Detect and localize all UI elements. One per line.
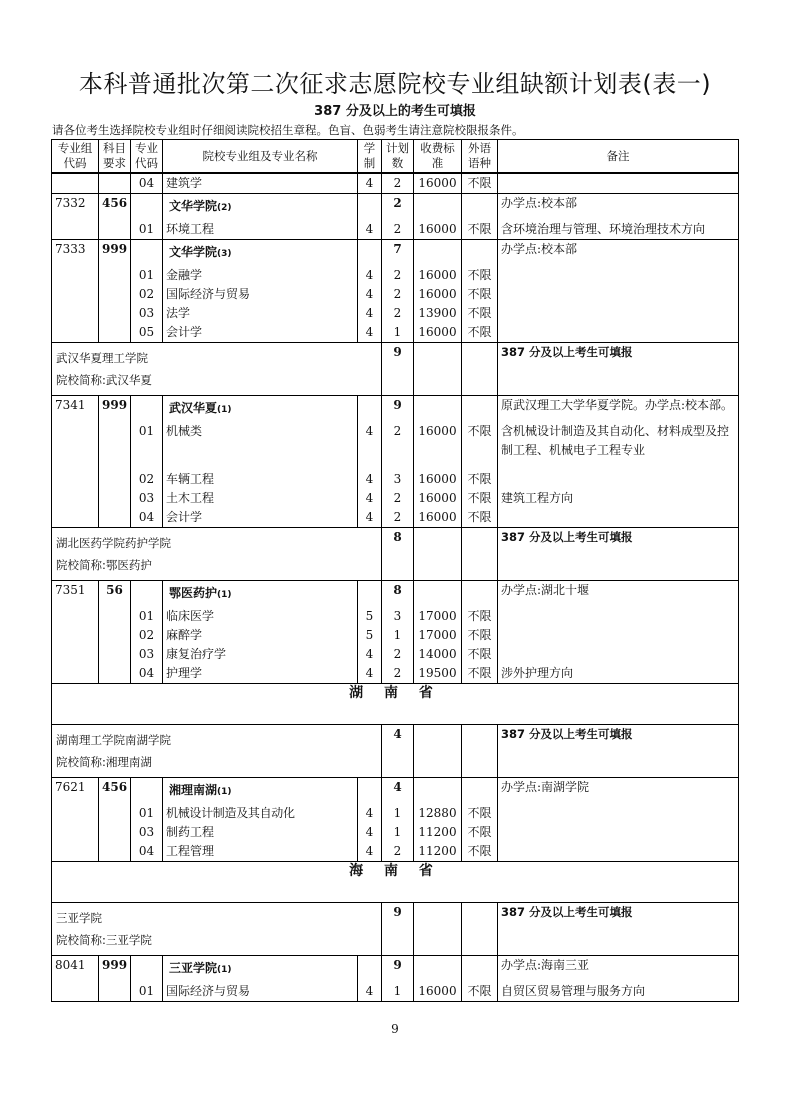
major-name: 法学 — [163, 304, 358, 323]
province-row — [52, 684, 739, 725]
plan: 9 — [382, 903, 414, 956]
header-group-code: 专业组代码 — [52, 140, 99, 174]
lang: 不限 — [462, 664, 498, 684]
note: 含环境治理与管理、环境治理技术方向 — [498, 220, 739, 240]
major-code: 04 — [131, 842, 163, 862]
note: 涉外护理方向 — [498, 664, 739, 684]
years: 4 — [358, 823, 382, 842]
years: 4 — [358, 489, 382, 508]
note: 办学点:校本部 — [498, 240, 739, 267]
lang: 不限 — [462, 266, 498, 285]
header-fee: 收费标准 — [414, 140, 462, 174]
subject-req: 999 — [99, 396, 131, 423]
table-row — [52, 323, 739, 343]
years: 4 — [358, 470, 382, 489]
fee: 16000 — [414, 323, 462, 343]
lang: 不限 — [462, 489, 498, 508]
plan: 2 — [382, 508, 414, 528]
fee: 16000 — [414, 220, 462, 240]
fee: 11200 — [414, 842, 462, 862]
plan-table — [51, 139, 739, 1002]
table-row — [52, 823, 739, 842]
lang: 不限 — [462, 470, 498, 489]
fee: 17000 — [414, 607, 462, 626]
major-name: 建筑学 — [163, 173, 358, 194]
lang: 不限 — [462, 626, 498, 645]
years: 4 — [358, 422, 382, 470]
major-name: 环境工程 — [163, 220, 358, 240]
group-index: (1) — [217, 405, 232, 415]
lang: 不限 — [462, 645, 498, 664]
plan: 2 — [382, 489, 414, 508]
major-name: 工程管理 — [163, 842, 358, 862]
group-index: (2) — [217, 203, 232, 213]
plan: 2 — [382, 422, 414, 470]
major-code: 05 — [131, 323, 163, 343]
plan: 1 — [382, 823, 414, 842]
group-name: 文华学院 — [169, 199, 218, 213]
fee: 16000 — [414, 508, 462, 528]
plan: 3 — [382, 470, 414, 489]
group-row — [52, 194, 739, 221]
years: 4 — [358, 664, 382, 684]
note: 办学点:南湖学院 — [498, 778, 739, 805]
group-code: 7333 — [52, 240, 99, 267]
major-code: 02 — [131, 470, 163, 489]
plan: 2 — [382, 285, 414, 304]
fee: 16000 — [414, 982, 462, 1002]
group-code: 7332 — [52, 194, 99, 221]
years: 4 — [358, 645, 382, 664]
table-row — [52, 607, 739, 626]
note: 含机械设计制造及其自动化、材料成型及控制工程、机械电子工程专业 — [498, 422, 739, 470]
fee: 12880 — [414, 804, 462, 823]
group-code: 8041 — [52, 956, 99, 983]
school-short-name: 院校简称:湘理南湖 — [56, 755, 152, 769]
lang: 不限 — [462, 285, 498, 304]
major-name: 车辆工程 — [163, 470, 358, 489]
subject-req: 999 — [99, 240, 131, 267]
header-plan: 计划数 — [382, 140, 414, 174]
group-row — [52, 778, 739, 805]
group-row — [52, 581, 739, 608]
group-code: 7621 — [52, 778, 99, 805]
years: 4 — [358, 804, 382, 823]
notice-text: 请各位考生选择院校专业组时仔细阅读院校招生章程。色盲、色弱考生请注意院校限报条件。 — [52, 123, 524, 137]
major-name: 制药工程 — [163, 823, 358, 842]
page-title: 本科普通批次第二次征求志愿院校专业组缺额计划表(表一) — [78, 70, 712, 98]
school-short-name: 院校简称:三亚学院 — [56, 933, 152, 947]
note: 办学点:湖北十堰 — [498, 581, 739, 608]
lang: 不限 — [462, 823, 498, 842]
plan: 7 — [382, 240, 414, 267]
group-index: (3) — [217, 249, 232, 259]
major-name: 土木工程 — [163, 489, 358, 508]
table-row — [52, 804, 739, 823]
fee: 16000 — [414, 285, 462, 304]
plan: 8 — [382, 528, 414, 581]
table-row — [52, 220, 739, 240]
subject-req: 999 — [99, 956, 131, 983]
fee: 19500 — [414, 664, 462, 684]
years: 5 — [358, 626, 382, 645]
plan: 2 — [382, 220, 414, 240]
subject-req: 56 — [99, 581, 131, 608]
header-lang: 外语语种 — [462, 140, 498, 174]
plan: 2 — [382, 266, 414, 285]
years: 4 — [358, 982, 382, 1002]
province-row — [52, 862, 739, 903]
years: 5 — [358, 607, 382, 626]
header-name: 院校专业组及专业名称 — [163, 140, 358, 174]
plan: 2 — [382, 304, 414, 323]
table-row — [52, 982, 739, 1002]
plan: 1 — [382, 982, 414, 1002]
major-code: 03 — [131, 489, 163, 508]
plan: 9 — [382, 343, 414, 396]
table-row — [52, 266, 739, 285]
group-row — [52, 956, 739, 983]
fee: 13900 — [414, 304, 462, 323]
years: 4 — [358, 323, 382, 343]
table-row — [52, 304, 739, 323]
page-number: 9 — [391, 1022, 399, 1036]
major-name: 康复治疗学 — [163, 645, 358, 664]
province-name: 海 南 省 — [52, 862, 739, 903]
fee: 16000 — [414, 470, 462, 489]
plan: 1 — [382, 626, 414, 645]
table-row — [52, 489, 739, 508]
note: 自贸区贸易管理与服务方向 — [498, 982, 739, 1002]
note: 办学点:海南三亚 — [498, 956, 739, 983]
plan: 2 — [382, 194, 414, 221]
subject-req: 456 — [99, 194, 131, 221]
plan: 4 — [382, 778, 414, 805]
lang: 不限 — [462, 173, 498, 194]
major-code: 04 — [131, 664, 163, 684]
major-code: 01 — [131, 220, 163, 240]
lang: 不限 — [462, 804, 498, 823]
major-name: 国际经济与贸易 — [163, 982, 358, 1002]
school-name: 三亚学院 — [56, 911, 102, 925]
note: 办学点:校本部 — [498, 194, 739, 221]
header-years: 学制 — [358, 140, 382, 174]
group-name: 鄂医药护 — [169, 586, 218, 600]
group-code: 7351 — [52, 581, 99, 608]
header-subject-req: 科目要求 — [99, 140, 131, 174]
table-row — [52, 470, 739, 489]
table-row — [52, 508, 739, 528]
major-code: 03 — [131, 645, 163, 664]
fee: 16000 — [414, 422, 462, 470]
major-code: 03 — [131, 304, 163, 323]
major-code: 01 — [131, 422, 163, 470]
page-subtitle: 387 分及以上的考生可填报 — [314, 104, 476, 119]
school-row — [52, 343, 739, 396]
note: 387 分及以上考生可填报 — [498, 903, 739, 956]
table-row — [52, 173, 739, 194]
major-code: 03 — [131, 823, 163, 842]
plan: 2 — [382, 173, 414, 194]
major-code: 01 — [131, 804, 163, 823]
lang: 不限 — [462, 508, 498, 528]
plan: 4 — [382, 725, 414, 778]
major-code: 01 — [131, 266, 163, 285]
group-name: 文华学院 — [169, 245, 218, 259]
major-code: 02 — [131, 285, 163, 304]
school-name: 湖北医药学院药护学院 — [56, 536, 171, 550]
major-name: 会计学 — [163, 508, 358, 528]
note: 原武汉理工大学华夏学院。办学点:校本部。 — [498, 396, 739, 423]
fee: 16000 — [414, 173, 462, 194]
school-name: 武汉华夏理工学院 — [56, 351, 148, 365]
table-row — [52, 285, 739, 304]
table-row — [52, 626, 739, 645]
lang: 不限 — [462, 422, 498, 470]
school-row — [52, 903, 739, 956]
note: 387 分及以上考生可填报 — [498, 343, 739, 396]
major-code: 01 — [131, 607, 163, 626]
years: 4 — [358, 508, 382, 528]
fee: 11200 — [414, 823, 462, 842]
plan: 3 — [382, 607, 414, 626]
years: 4 — [358, 304, 382, 323]
table-row — [52, 422, 739, 470]
major-name: 麻醉学 — [163, 626, 358, 645]
major-code: 02 — [131, 626, 163, 645]
table-header — [52, 140, 739, 174]
years: 4 — [358, 285, 382, 304]
major-name: 国际经济与贸易 — [163, 285, 358, 304]
group-row — [52, 396, 739, 423]
table-row — [52, 645, 739, 664]
subject-req: 456 — [99, 778, 131, 805]
school-short-name: 院校简称:武汉华夏 — [56, 373, 152, 387]
header-note: 备注 — [498, 140, 739, 174]
lang: 不限 — [462, 220, 498, 240]
fee: 16000 — [414, 489, 462, 508]
school-name: 湖南理工学院南湖学院 — [56, 733, 171, 747]
lang: 不限 — [462, 304, 498, 323]
group-name: 三亚学院 — [169, 961, 218, 975]
school-row — [52, 528, 739, 581]
group-row — [52, 240, 739, 267]
major-code: 04 — [131, 508, 163, 528]
table-row — [52, 664, 739, 684]
group-code: 7341 — [52, 396, 99, 423]
years: 4 — [358, 173, 382, 194]
major-name: 机械设计制造及其自动化 — [163, 804, 358, 823]
table-row — [52, 842, 739, 862]
lang: 不限 — [462, 607, 498, 626]
major-name: 金融学 — [163, 266, 358, 285]
fee: 17000 — [414, 626, 462, 645]
major-name: 会计学 — [163, 323, 358, 343]
group-index: (1) — [217, 965, 232, 975]
lang: 不限 — [462, 323, 498, 343]
school-row — [52, 725, 739, 778]
years: 4 — [358, 220, 382, 240]
major-code: 01 — [131, 982, 163, 1002]
years: 4 — [358, 842, 382, 862]
school-short-name: 院校简称:鄂医药护 — [56, 558, 152, 572]
years: 4 — [358, 266, 382, 285]
plan: 1 — [382, 323, 414, 343]
group-name: 湘理南湖 — [169, 783, 218, 797]
major-code: 04 — [131, 173, 163, 194]
province-name: 湖 南 省 — [52, 684, 739, 725]
plan: 1 — [382, 804, 414, 823]
plan: 8 — [382, 581, 414, 608]
note: 387 分及以上考生可填报 — [498, 528, 739, 581]
note: 建筑工程方向 — [498, 489, 739, 508]
note: 387 分及以上考生可填报 — [498, 725, 739, 778]
lang: 不限 — [462, 842, 498, 862]
major-name: 临床医学 — [163, 607, 358, 626]
header-major-code: 专业代码 — [131, 140, 163, 174]
plan: 2 — [382, 664, 414, 684]
fee: 14000 — [414, 645, 462, 664]
group-name: 武汉华夏 — [169, 401, 218, 415]
group-index: (1) — [217, 590, 232, 600]
fee: 16000 — [414, 266, 462, 285]
major-name: 护理学 — [163, 664, 358, 684]
lang: 不限 — [462, 982, 498, 1002]
plan: 9 — [382, 396, 414, 423]
plan: 2 — [382, 842, 414, 862]
major-name: 机械类 — [163, 422, 358, 470]
plan: 9 — [382, 956, 414, 983]
group-index: (1) — [217, 787, 232, 797]
plan: 2 — [382, 645, 414, 664]
